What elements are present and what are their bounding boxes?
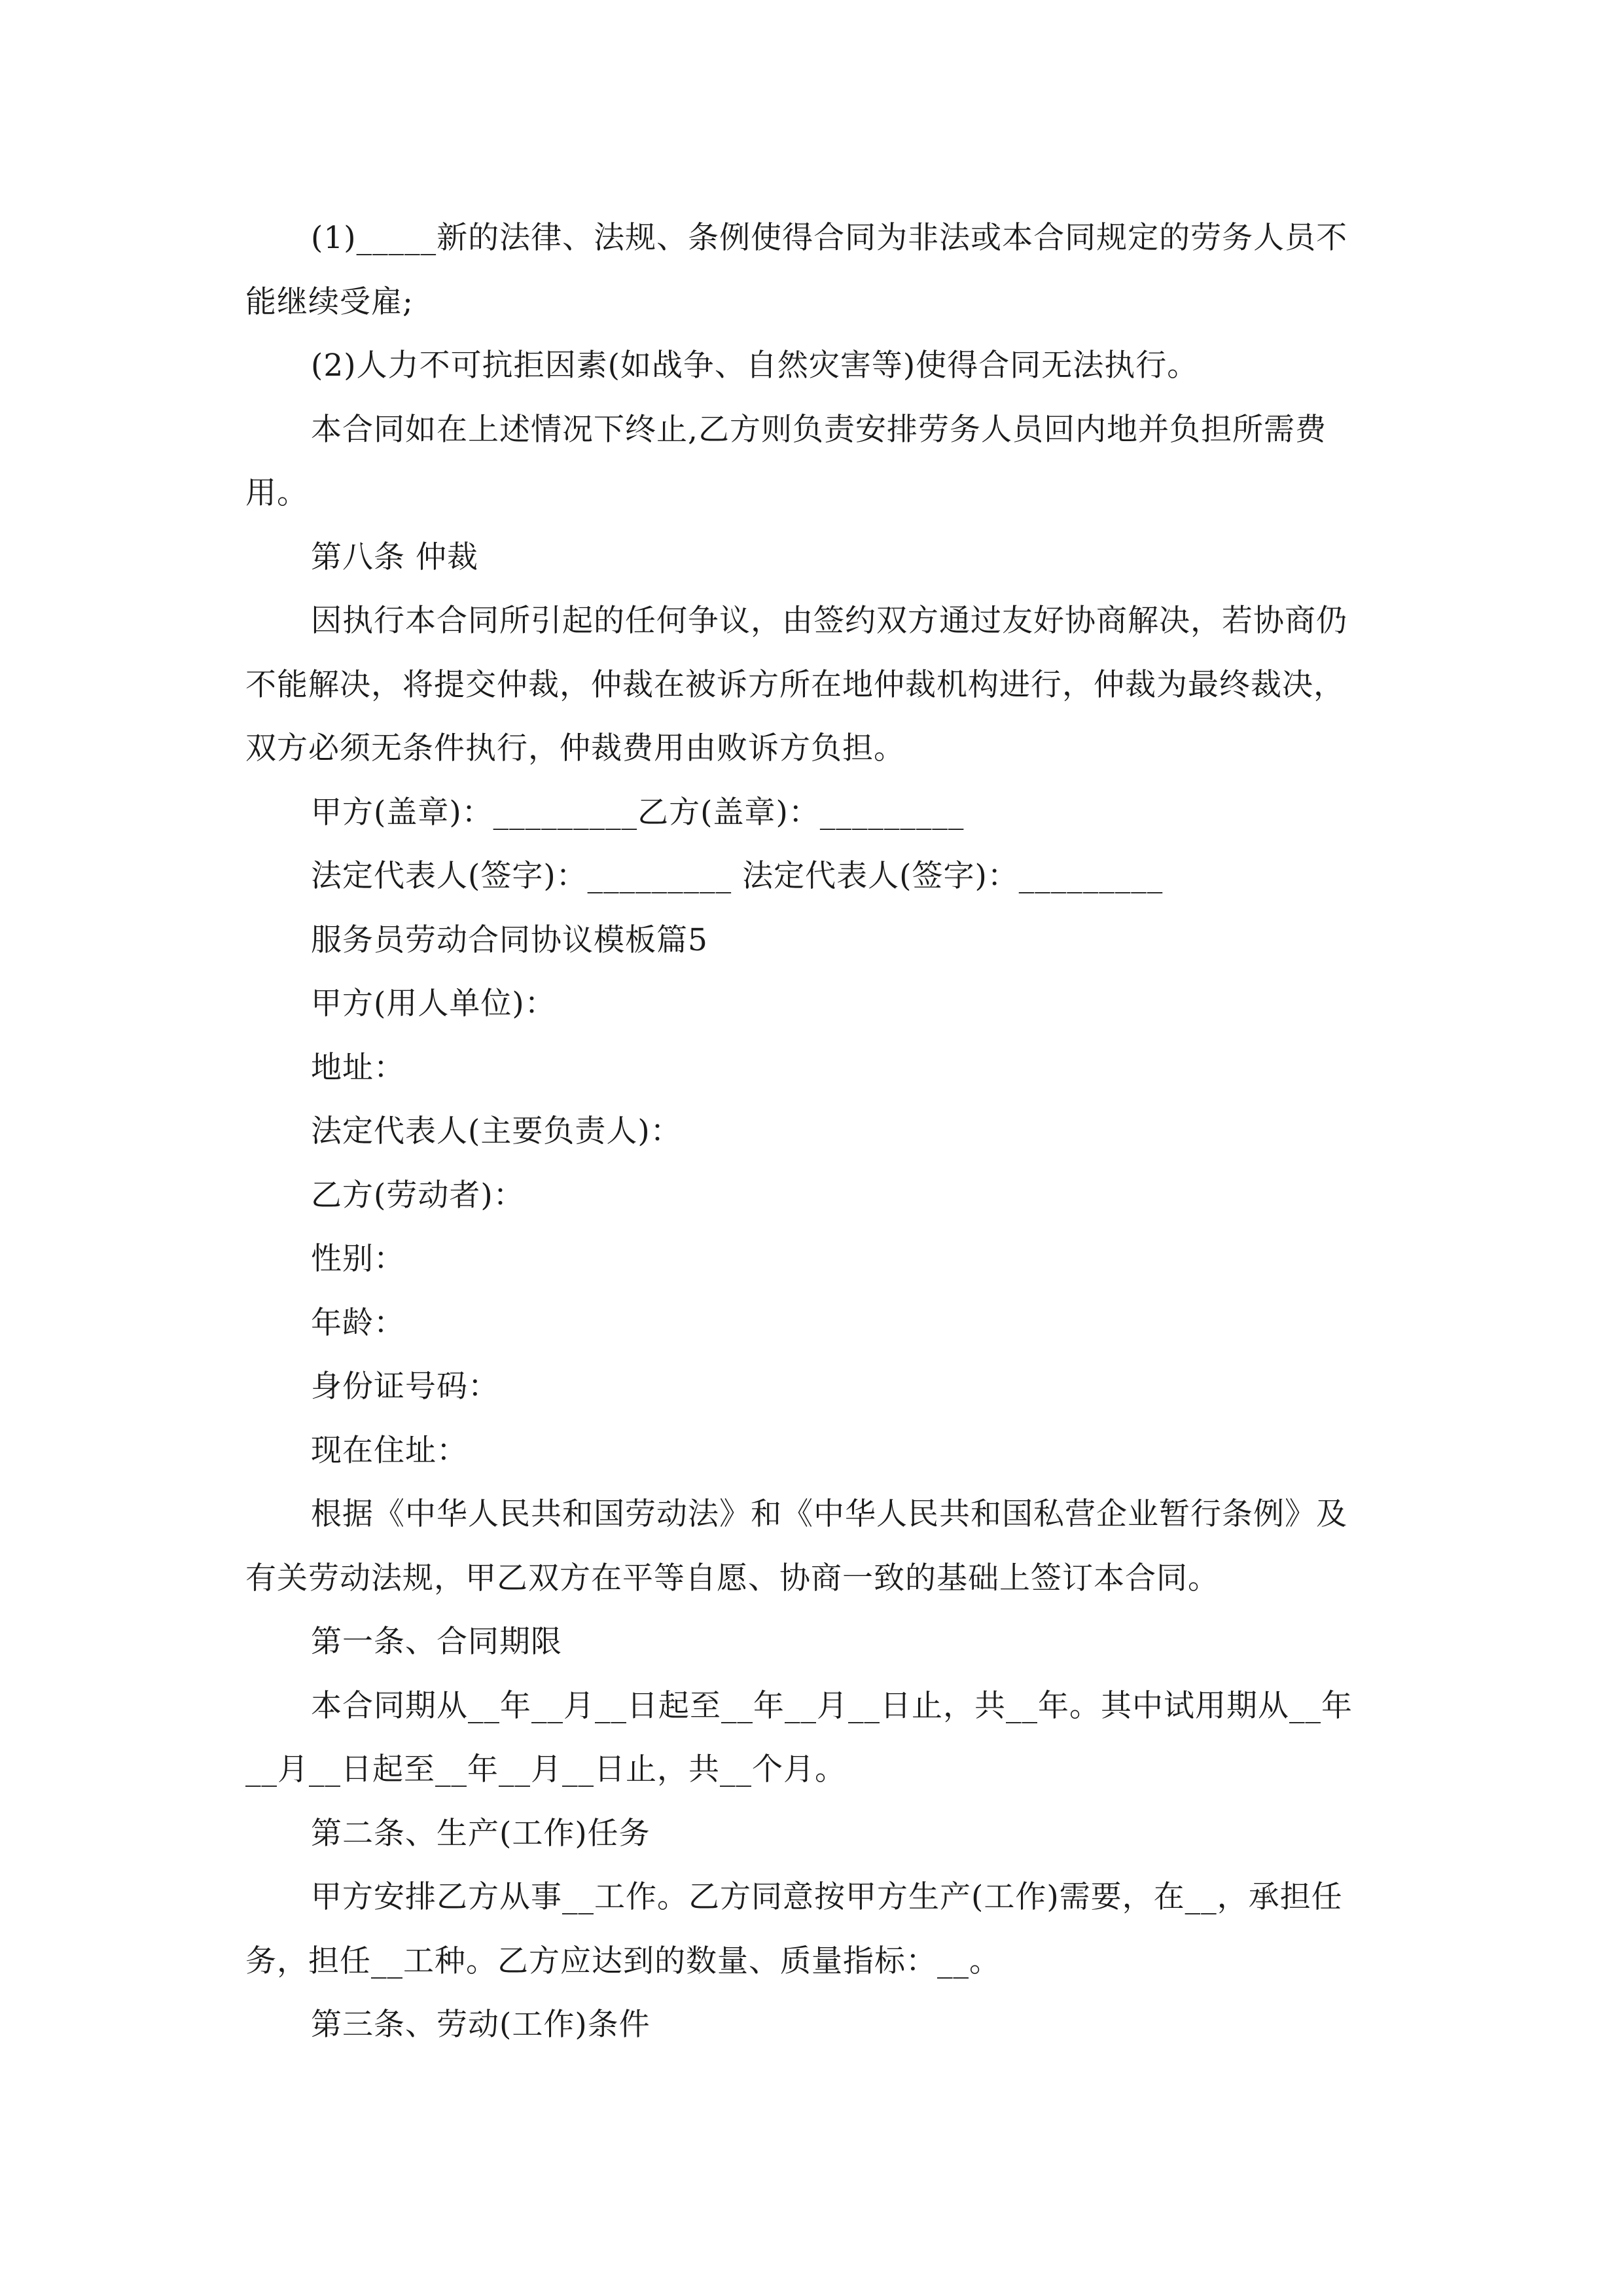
- text-line: 法定代表人(主要负责人)：: [311, 1113, 682, 1149]
- text-line: 用。: [245, 475, 308, 511]
- text-line: 本合同期从__年__月__日起至__年__月__日止，共__年。其中试用期从__年: [311, 1687, 1353, 1724]
- text-line: 身份证号码：: [311, 1369, 499, 1405]
- text-line: 根据《中华人民共和国劳动法》和《中华人民共和国私营企业暂行条例》及: [311, 1496, 1347, 1532]
- text-line: 现在住址：: [311, 1432, 468, 1469]
- text-line: 能继续受雇;: [245, 283, 414, 320]
- text-line: 法定代表人(签字)：_________ 法定代表人(签字)：_________: [311, 858, 1164, 894]
- text-line: (1)_____新的法律、法规、条例使得合同为非法或本合同规定的劳务人员不: [311, 220, 1348, 256]
- text-line: 第一条、合同期限: [311, 1624, 562, 1660]
- text-line: 务，担任__工种。乙方应达到的数量、质量指标：__。: [245, 1943, 1001, 1979]
- text-line: 甲方(用人单位)：: [311, 986, 556, 1022]
- text-line: 第二条、生产(工作)任务: [311, 1815, 651, 1852]
- text-line: (2)人力不可抗拒因素(如战争、自然灾害等)使得合同无法执行。: [311, 348, 1199, 384]
- text-line: __月__日起至__年__月__日止，共__个月。: [245, 1751, 846, 1787]
- text-line: 第三条、劳动(工作)条件: [311, 2007, 651, 2043]
- text-line: 年龄：: [311, 1304, 405, 1341]
- text-line: 第八条 仲裁: [311, 539, 478, 575]
- text-line: 本合同如在上述情况下终止,乙方则负责安排劳务人员回内地并负担所需费: [311, 411, 1327, 448]
- text-line: 有关劳动法规，甲乙双方在平等自愿、协商一致的基础上签订本合同。: [245, 1560, 1219, 1596]
- text-line: 因执行本合同所引起的任何争议，由签约双方通过友好协商解决，若协商仍: [311, 603, 1347, 639]
- text-line: 性别：: [311, 1241, 405, 1277]
- text-line: 甲方(盖章)：_________乙方(盖章)：_________: [311, 794, 965, 831]
- text-line: 乙方(劳动者)：: [311, 1177, 525, 1213]
- text-line: 服务员劳动合同协议模板篇5: [311, 922, 708, 958]
- text-line: 地址：: [311, 1049, 405, 1086]
- text-line: 甲方安排乙方从事__工作。乙方同意按甲方生产(工作)需要，在__，承担任: [311, 1879, 1343, 1915]
- text-line: 双方必须无条件执行，仲裁费用由败诉方负担。: [245, 730, 905, 766]
- text-line: 不能解决，将提交仲裁，仲裁在被诉方所在地仲裁机构进行，仲裁为最终裁决，: [245, 666, 1345, 703]
- document-body: [245, 206, 1387, 2057]
